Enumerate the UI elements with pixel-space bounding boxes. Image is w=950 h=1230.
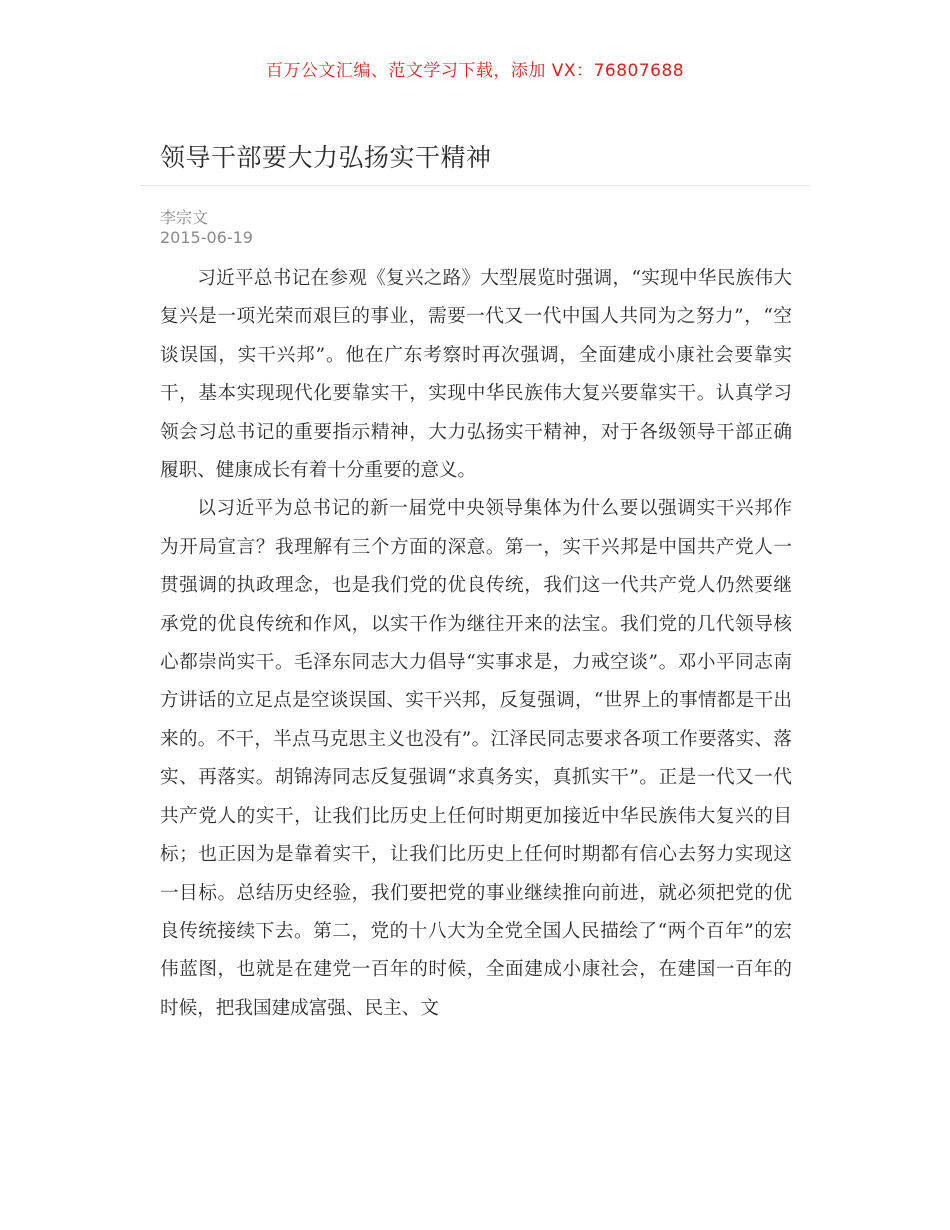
article-paragraph: 以习近平为总书记的新一届党中央领导集体为什么要以强调实干兴邦作为开局宣言？我理解有三个方面的深意。第一，实干兴邦是中国共产党人一贯强调的执政理念，也是我们党的优良传统，我们这一代共产党人仍然要继承党的优良传统和作风，以实干作为继往开来的法宝。我们党的几代领导核心都崇尚实干。毛泽东同志大力倡导“实事求是，力戒空谈”。邓小平同志南方讲话的立足点是空谈误国、实干兴邦，反复强调，“世界上的事情都是干出来的。不干，半点马克思主义也没有”。江泽民同志要求各项工作要落实、落实、再落实。胡锦涛同志反复强调“求真务实，真抓实干”。正是一代又一代共产党人的实干，让我们比历史上任何时期更加接近中华民族伟大复兴的目标；也正因为是靠着实干，让我们比历史上任何时期都有信心去努力实现这一目标。总结历史经验，我们要把党的事业继续推向前进，就必须把党的优良传统接续下去。第二，党的十八大为全党全国人民描绘了“两个百年”的宏伟蓝图，也就是在建党一百年的时候，全面建成小康社会，在建国一百年的时候，把我国建成富强、民主、文 <box>160 498 792 1019</box>
article-title: 领导干部要大力弘扬实干精神 <box>160 143 492 172</box>
article-date: 2015-06-19 <box>160 228 253 247</box>
article-paragraph: 习近平总书记在参观《复兴之路》大型展览时强调，“实现中华民族伟大复兴是一项光荣而艰巨的事业，需要一代又一代中国人共同为之努力”，“空谈误国，实干兴邦”。他在广东考察时再次强调，全面建成小康社会要靠实干，基本实现现代化要靠实干，实现中华民族伟大复兴要靠实干。认真学习领会习总书记的重要指示精神，大力弘扬实干精神，对于各级领导干部正确履职、健康成长有着十分重要的意义。 <box>160 268 792 482</box>
title-divider <box>140 185 810 186</box>
article-body <box>160 260 792 1028</box>
promo-banner: 百万公文汇编、范文学习下载，添加 VX：76807688 <box>265 61 685 81</box>
article-author: 李宗文 <box>160 208 209 227</box>
